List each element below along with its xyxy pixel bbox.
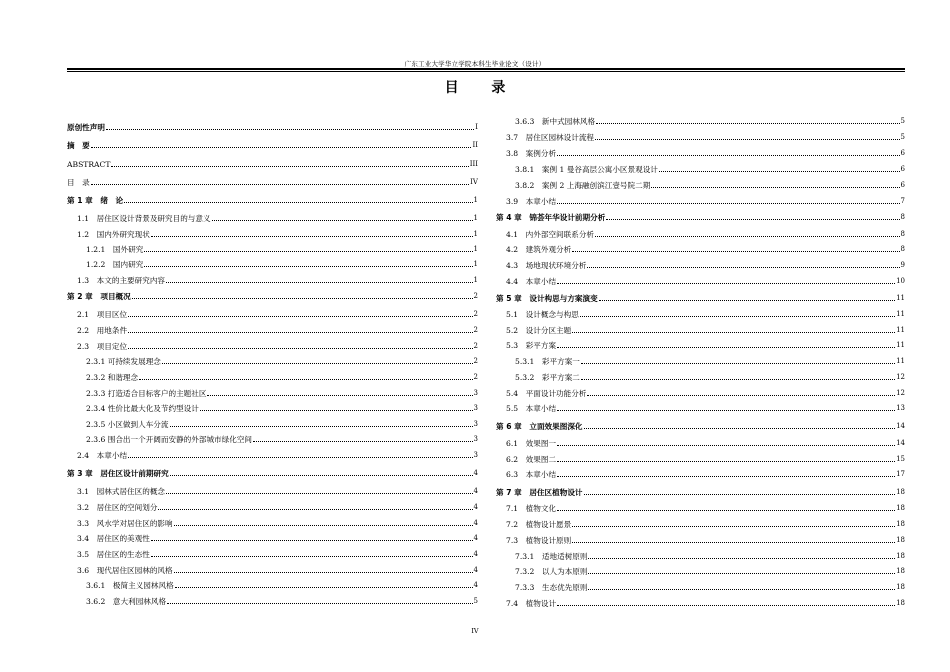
toc-entry-page: 11 xyxy=(896,341,905,349)
toc-entry[interactable] xyxy=(67,339,478,351)
toc-entry[interactable] xyxy=(496,146,905,158)
toc-leader-dots xyxy=(144,251,472,252)
toc-entry[interactable] xyxy=(67,138,478,150)
toc-leader-dots xyxy=(128,316,472,317)
header-rule-thin xyxy=(67,71,905,72)
toc-entry[interactable] xyxy=(67,227,478,239)
toc-leader-dots xyxy=(151,236,473,237)
toc-entry[interactable] xyxy=(67,432,478,444)
toc-leader-dots xyxy=(166,493,473,494)
toc-entry-label: 2.3.4 性价比最大化及节约型设计 xyxy=(86,404,199,413)
toc-leader-dots xyxy=(659,171,900,172)
toc-entry-page: 17 xyxy=(896,470,905,478)
toc-leader-dots xyxy=(572,332,895,333)
toc-entry-label: 1.3 本文的主要研究内容 xyxy=(77,276,166,285)
toc-leader-dots xyxy=(595,139,900,140)
toc-leader-dots xyxy=(170,475,473,476)
toc-leader-dots xyxy=(557,203,899,204)
toc-entry-label: 6.2 效果图二 xyxy=(506,455,557,464)
toc-leader-dots xyxy=(587,395,895,396)
toc-entry[interactable] xyxy=(67,193,478,205)
toc-entry-page: 18 xyxy=(896,504,905,512)
toc-entry-label: 5.3.2 彩平方案二 xyxy=(515,373,580,382)
toc-entry[interactable] xyxy=(496,401,905,413)
toc-entry[interactable] xyxy=(496,419,905,431)
toc-leader-dots xyxy=(174,572,473,573)
toc-entry[interactable] xyxy=(496,549,905,561)
toc-entry[interactable] xyxy=(496,178,905,190)
toc-entry-page: 3 xyxy=(473,389,478,397)
toc-entry[interactable] xyxy=(496,114,905,126)
toc-entry[interactable] xyxy=(67,484,478,496)
toc-entry-label: 7.4 植物设计 xyxy=(506,599,557,608)
toc-entry-label: 4.2 建筑外观分析 xyxy=(506,245,572,254)
toc-entry-label: 4.1 内外部空间联系分析 xyxy=(506,230,595,239)
toc-entry-page: 3 xyxy=(473,451,478,459)
toc-entry[interactable] xyxy=(496,580,905,592)
toc-entry-page: 3 xyxy=(473,420,478,428)
toc-entry-page: 2 xyxy=(473,310,478,318)
toc-title: 目 录 xyxy=(444,80,520,96)
toc-entry-label: 2.3.5 小区做到人车分流 xyxy=(86,420,169,429)
toc-entry[interactable] xyxy=(496,130,905,142)
toc-entry-page: 11 xyxy=(896,357,905,365)
toc-entry-label: ABSTRACT xyxy=(67,160,111,169)
toc-entry-page: 14 xyxy=(896,422,905,430)
toc-entry[interactable] xyxy=(67,354,478,366)
toc-leader-dots xyxy=(599,300,895,301)
toc-entry-page: 4 xyxy=(473,566,478,574)
toc-entry-page: 2 xyxy=(473,373,478,381)
toc-entry[interactable] xyxy=(496,596,905,608)
toc-entry-label: 3.5 居住区的生态性 xyxy=(77,550,150,559)
toc-leader-dots xyxy=(111,166,468,167)
toc-entry[interactable] xyxy=(496,517,905,529)
toc-leader-dots xyxy=(166,282,473,283)
toc-entry-page: 1 xyxy=(473,276,478,284)
toc-entry-label: 摘 要 xyxy=(67,141,90,150)
toc-entry[interactable] xyxy=(67,516,478,528)
toc-entry-page: 8 xyxy=(900,245,905,253)
toc-entry-label: 7.3 植物设计原则 xyxy=(506,536,572,545)
toc-entry-label: 3.8.1 案例 1 曼谷高层公寓小区景观设计 xyxy=(515,165,658,174)
toc-entry-page: 18 xyxy=(896,552,905,560)
toc-entry-label: 1.1 居住区设计背景及研究目的与意义 xyxy=(77,214,211,223)
toc-leader-dots xyxy=(151,540,473,541)
toc-entry-page: 5 xyxy=(473,597,478,605)
toc-leader-dots xyxy=(557,155,899,156)
toc-entry-label: 第 5 章 设计构思与方案演变 xyxy=(496,294,598,303)
running-header: 广东工业大学华立学院本科生毕业论文（设计） xyxy=(404,60,546,68)
toc-leader-dots xyxy=(572,542,895,543)
toc-entry[interactable] xyxy=(67,323,478,335)
toc-leader-dots xyxy=(253,441,473,442)
toc-leader-dots xyxy=(128,348,472,349)
toc-entry-page: 3 xyxy=(473,435,478,443)
toc-entry-page: 6 xyxy=(900,165,905,173)
toc-entry[interactable] xyxy=(496,291,905,303)
toc-entry[interactable] xyxy=(67,386,478,398)
toc-leader-dots xyxy=(212,220,473,221)
toc-entry-label: 6.1 效果图一 xyxy=(506,439,557,448)
toc-leader-dots xyxy=(170,426,473,427)
toc-entry-page: 9 xyxy=(900,261,905,269)
toc-entry-page: 18 xyxy=(896,520,905,528)
toc-entry-label: 5.4 平面设计功能分析 xyxy=(506,389,587,398)
toc-entry-label: 7.2 植物设计愿景 xyxy=(506,520,572,529)
toc-entry-page: 4 xyxy=(473,581,478,589)
toc-leader-dots xyxy=(139,379,472,380)
toc-entry-label: 2.3.6 围合出一个开阔而安静的外部城市绿化空间 xyxy=(86,435,253,444)
toc-entry[interactable] xyxy=(67,307,478,319)
toc-entry-label: 第 7 章 居住区植物设计 xyxy=(496,488,583,497)
toc-entry-label: 第 6 章 立面效果图深化 xyxy=(496,422,583,431)
toc-leader-dots xyxy=(557,347,895,348)
toc-leader-dots xyxy=(128,332,472,333)
toc-entry[interactable] xyxy=(67,563,478,575)
toc-entry-page: 12 xyxy=(896,373,905,381)
toc-entry-label: 3.6.3 新中式园林风格 xyxy=(515,117,596,126)
toc-leader-dots xyxy=(132,298,473,299)
toc-leader-dots xyxy=(557,283,895,284)
toc-entry-label: 2.3.1 可持续发展理念 xyxy=(86,357,161,366)
toc-entry-page: 4 xyxy=(473,487,478,495)
toc-leader-dots xyxy=(91,147,472,148)
toc-entry-page: 4 xyxy=(473,550,478,558)
toc-entry-page: 4 xyxy=(473,503,478,511)
toc-entry-label: 3.6.1 极简主义园林风格 xyxy=(86,581,174,590)
toc-leader-dots xyxy=(584,428,896,429)
toc-leader-dots xyxy=(581,363,895,364)
toc-entry-page: III xyxy=(469,160,478,168)
toc-entry-label: 3.8.2 案例 2 上海融创滨江壹号院二期 xyxy=(515,181,651,190)
toc-entry-page: 4 xyxy=(473,519,478,527)
toc-entry-label: 5.1 设计概念与构思 xyxy=(506,310,579,319)
toc-leader-dots xyxy=(174,525,473,526)
toc-entry[interactable] xyxy=(67,289,478,301)
toc-entry[interactable] xyxy=(496,242,905,254)
toc-entry-label: 7.1 植物文化 xyxy=(506,504,557,513)
toc-entry-label: 4.3 场地现状环境分析 xyxy=(506,261,587,270)
toc-entry-label: 7.3.1 适地适树原则 xyxy=(515,552,588,561)
toc-entry-label: 3.2 居住区的空间划分 xyxy=(77,503,158,512)
toc-entry-page: I xyxy=(475,123,478,131)
toc-entry[interactable] xyxy=(496,386,905,398)
toc-entry[interactable] xyxy=(496,274,905,286)
page-number: IV xyxy=(471,627,479,635)
toc-entry-label: 6.3 本章小结 xyxy=(506,470,557,479)
toc-entry-label: 3.3 风水学对居住区的影响 xyxy=(77,519,173,528)
toc-entry-page: 6 xyxy=(900,149,905,157)
toc-entry[interactable] xyxy=(496,227,905,239)
toc-leader-dots xyxy=(584,494,896,495)
toc-leader-dots xyxy=(144,266,472,267)
toc-entry-label: 3.6 现代居住区园林的风格 xyxy=(77,566,173,575)
toc-entry-label: 3.4 居住区的美观性 xyxy=(77,534,150,543)
toc-entry[interactable] xyxy=(496,485,905,497)
toc-entry-page: 1 xyxy=(473,214,478,222)
toc-leader-dots xyxy=(588,558,895,559)
toc-entry-page: 7 xyxy=(900,197,905,205)
toc-entry-label: 3.9 本章小结 xyxy=(506,197,557,206)
toc-entry-page: 4 xyxy=(473,469,478,477)
toc-leader-dots xyxy=(557,445,895,446)
toc-entry[interactable] xyxy=(496,162,905,174)
toc-entry[interactable] xyxy=(67,417,478,429)
toc-entry-label: 5.5 本章小结 xyxy=(506,404,557,413)
toc-entry-page: 18 xyxy=(896,488,905,496)
toc-leader-dots xyxy=(124,202,472,203)
toc-entry-page: 1 xyxy=(473,230,478,238)
toc-entry[interactable] xyxy=(67,211,478,223)
toc-entry[interactable] xyxy=(67,257,478,269)
toc-entry[interactable] xyxy=(496,338,905,350)
toc-leader-dots xyxy=(651,187,899,188)
toc-entry-page: 13 xyxy=(896,404,905,412)
toc-entry-page: 15 xyxy=(896,455,905,463)
toc-leader-dots xyxy=(595,236,900,237)
toc-entry-page: 11 xyxy=(896,294,905,302)
toc-entry[interactable] xyxy=(67,370,478,382)
toc-entry[interactable] xyxy=(496,210,905,222)
toc-entry-label: 第 2 章 项目概况 xyxy=(67,292,131,301)
toc-entry-page: 18 xyxy=(896,583,905,591)
toc-leader-dots xyxy=(606,219,899,220)
toc-leader-dots xyxy=(572,526,895,527)
toc-entry-page: 5 xyxy=(900,117,905,125)
toc-entry-page: 18 xyxy=(896,567,905,575)
toc-entry-label: 第 4 章 锦荟年华设计前期分析 xyxy=(496,213,606,222)
toc-entry[interactable] xyxy=(67,175,478,187)
toc-leader-dots xyxy=(557,410,895,411)
toc-entry-label: 4.4 本章小结 xyxy=(506,277,557,286)
toc-entry-label: 目 录 xyxy=(67,178,90,187)
toc-entry[interactable] xyxy=(496,533,905,545)
toc-entry-page: 12 xyxy=(896,389,905,397)
toc-entry-page: 5 xyxy=(900,133,905,141)
toc-entry[interactable] xyxy=(496,467,905,479)
toc-entry-page: 2 xyxy=(473,357,478,365)
toc-leader-dots xyxy=(167,603,472,604)
toc-entry-page: 2 xyxy=(473,292,478,300)
toc-entry[interactable] xyxy=(496,354,905,366)
toc-leader-dots xyxy=(557,476,895,477)
toc-entry[interactable] xyxy=(67,547,478,559)
toc-leader-dots xyxy=(581,379,895,380)
toc-entry-page: 1 xyxy=(473,245,478,253)
toc-entry-label: 原创性声明 xyxy=(67,123,105,132)
toc-entry-label: 2.3.2 和谐理念 xyxy=(86,373,139,382)
toc-entry[interactable] xyxy=(496,564,905,576)
toc-entry-page: 14 xyxy=(896,439,905,447)
toc-entry[interactable] xyxy=(67,578,478,590)
toc-entry-label: 1.2.2 国内研究 xyxy=(86,260,144,269)
toc-entry-page: 1 xyxy=(473,260,478,268)
toc-entry-label: 2.1 项目区位 xyxy=(77,310,128,319)
toc-entry[interactable] xyxy=(496,194,905,206)
toc-entry-page: 18 xyxy=(896,599,905,607)
toc-entry-page: 8 xyxy=(900,230,905,238)
toc-leader-dots xyxy=(596,123,899,124)
toc-entry[interactable] xyxy=(67,448,478,460)
toc-leader-dots xyxy=(588,573,895,574)
toc-entry-page: II xyxy=(472,141,478,149)
toc-leader-dots xyxy=(557,510,895,511)
toc-entry[interactable] xyxy=(67,120,478,132)
toc-entry[interactable] xyxy=(67,500,478,512)
toc-entry-page: 4 xyxy=(473,534,478,542)
toc-entry-page: 10 xyxy=(896,277,905,285)
toc-leader-dots xyxy=(588,589,895,590)
toc-entry-page: 8 xyxy=(900,213,905,221)
toc-entry[interactable] xyxy=(496,307,905,319)
toc-entry[interactable] xyxy=(496,258,905,270)
toc-entry[interactable] xyxy=(496,323,905,335)
toc-leader-dots xyxy=(158,509,472,510)
toc-leader-dots xyxy=(162,363,473,364)
toc-leader-dots xyxy=(587,267,899,268)
toc-entry-label: 第 1 章 绪 论 xyxy=(67,196,124,205)
toc-entry-page: 11 xyxy=(896,326,905,334)
toc-leader-dots xyxy=(557,461,895,462)
toc-leader-dots xyxy=(128,457,472,458)
toc-leader-dots xyxy=(91,184,469,185)
toc-entry-label: 2.2 用地条件 xyxy=(77,326,128,335)
toc-entry[interactable] xyxy=(67,531,478,543)
toc-entry-label: 3.6.2 意大利园林风格 xyxy=(86,597,167,606)
toc-entry-label: 3.1 园林式居住区的概念 xyxy=(77,487,166,496)
toc-entry-label: 3.8 案例分析 xyxy=(506,149,557,158)
toc-entry-label: 5.3.1 彩平方案一 xyxy=(515,357,580,366)
toc-leader-dots xyxy=(572,251,899,252)
toc-leader-dots xyxy=(580,316,895,317)
toc-entry-page: 6 xyxy=(900,181,905,189)
toc-entry-label: 5.2 设计分区主题 xyxy=(506,326,572,335)
toc-entry[interactable] xyxy=(496,501,905,513)
toc-leader-dots xyxy=(106,129,474,130)
toc-entry-page: 18 xyxy=(896,536,905,544)
toc-entry[interactable] xyxy=(67,466,478,478)
toc-entry[interactable] xyxy=(496,452,905,464)
toc-entry-label: 7.3.3 生态优先原则 xyxy=(515,583,588,592)
toc-entry-label: 5.3 彩平方案 xyxy=(506,341,557,350)
toc-entry-label: 1.2 国内外研究现状 xyxy=(77,230,150,239)
toc-entry-label: 第 3 章 居住区设计前期研究 xyxy=(67,469,169,478)
toc-leader-dots xyxy=(207,395,472,396)
toc-leader-dots xyxy=(151,556,473,557)
toc-leader-dots xyxy=(557,605,895,606)
toc-entry[interactable] xyxy=(67,401,478,413)
toc-entry[interactable] xyxy=(496,436,905,448)
toc-entry[interactable] xyxy=(67,242,478,254)
toc-entry-label: 7.3.2 以人为本原则 xyxy=(515,567,588,576)
toc-entry-label: 1.2.1 国外研究 xyxy=(86,245,144,254)
toc-entry-page: IV xyxy=(470,178,478,186)
toc-entry-label: 2.4 本章小结 xyxy=(77,451,128,460)
toc-entry-page: 2 xyxy=(473,326,478,334)
toc-entry-page: 1 xyxy=(473,196,478,204)
toc-leader-dots xyxy=(200,410,473,411)
toc-entry[interactable] xyxy=(496,370,905,382)
toc-entry-page: 2 xyxy=(473,342,478,350)
toc-entry[interactable] xyxy=(67,594,478,606)
header-rule-thick xyxy=(67,68,905,70)
toc-entry-page: 3 xyxy=(473,404,478,412)
toc-entry[interactable] xyxy=(67,157,478,169)
toc-leader-dots xyxy=(175,587,473,588)
toc-entry[interactable] xyxy=(67,273,478,285)
toc-entry-label: 3.7 居住区园林设计流程 xyxy=(506,133,595,142)
toc-entry-label: 2.3.3 打造适合目标客户的主题社区 xyxy=(86,389,207,398)
toc-entry-label: 2.3 项目定位 xyxy=(77,342,128,351)
toc-entry-page: 11 xyxy=(896,310,905,318)
